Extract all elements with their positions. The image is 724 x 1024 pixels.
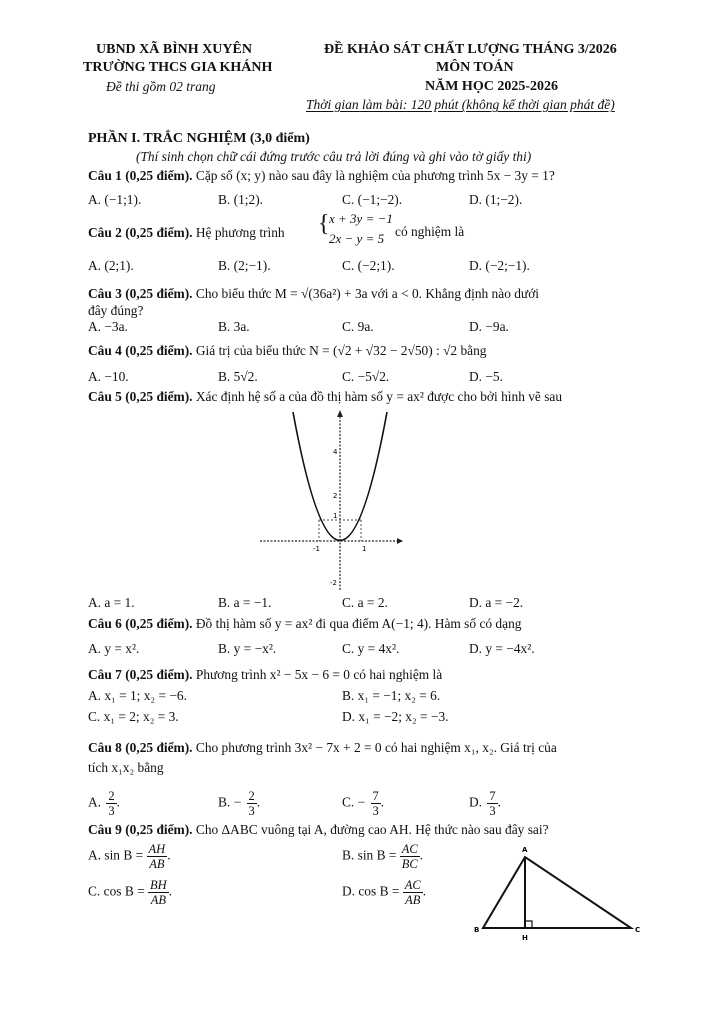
tick-x1: 1 bbox=[362, 545, 367, 553]
section-title: PHẦN I. TRẮC NGHIỆM (3,0 điểm) bbox=[88, 131, 310, 146]
school-authority: UBND XÃ BÌNH XUYÊN bbox=[96, 42, 252, 57]
tick-xm1: -1 bbox=[313, 545, 320, 553]
fraction bbox=[371, 789, 381, 818]
option-a: A. x₁ = 1; x₂ = −6. bbox=[88, 688, 187, 703]
option-prefix: D. bbox=[469, 794, 483, 810]
label-b: B bbox=[474, 926, 480, 934]
question-text: Cho biểu thức M = √(36a²) + 3a với a < 0. Khẳng định nào dưới bbox=[195, 286, 539, 301]
fraction bbox=[487, 789, 497, 818]
question-label: Câu 3 (0,25 điểm). bbox=[88, 286, 193, 301]
system-eq-1: x + 3y = −1 bbox=[329, 211, 393, 226]
triangle-figure bbox=[466, 840, 656, 948]
label-c: C bbox=[635, 926, 641, 934]
question-9 bbox=[88, 822, 549, 838]
exam-duration: Thời gian làm bài: 120 phút (không kể thời gian phát đề) bbox=[306, 97, 615, 112]
option-prefix: B. − bbox=[218, 794, 242, 810]
system-brace: { bbox=[318, 211, 330, 237]
option-b: B. − $\frac{2}{3}$ . bbox=[218, 789, 261, 818]
question-label: Câu 6 (0,25 điểm). bbox=[88, 616, 193, 631]
fraction bbox=[106, 789, 116, 818]
option-a: A. (2;1). bbox=[88, 258, 134, 273]
question-5 bbox=[88, 389, 562, 405]
question-text: Phương trình x² − 5x − 6 = 0 có hai nghiệm là bbox=[195, 667, 443, 682]
label-h: H bbox=[522, 934, 528, 942]
fraction-numerator: 2 bbox=[108, 789, 115, 803]
question-label: Câu 7 (0,25 điểm). bbox=[88, 667, 193, 682]
question-2 bbox=[88, 225, 285, 241]
fraction bbox=[247, 789, 257, 818]
right-angle-mark bbox=[525, 921, 532, 928]
fraction bbox=[147, 842, 168, 871]
triangle-abc bbox=[483, 857, 631, 928]
option-d: D. −9a. bbox=[469, 319, 509, 334]
fraction-denominator: BC bbox=[401, 857, 418, 871]
option-prefix: A. bbox=[88, 794, 102, 810]
tick-y1: 1 bbox=[333, 512, 338, 520]
label-a: A bbox=[522, 846, 528, 854]
option-d: D. y = −4x². bbox=[469, 641, 535, 656]
option-c: C. y = 4x². bbox=[342, 641, 400, 656]
option-prefix: C. cos B = bbox=[88, 883, 145, 899]
option-c: C. a = 2. bbox=[342, 595, 388, 610]
option-a: A. y = x². bbox=[88, 641, 140, 656]
fraction-numerator: AH bbox=[148, 842, 166, 856]
option-c: C. cos B = $\frac{BH}{AB}$ . bbox=[88, 878, 173, 907]
option-b: B. 3a. bbox=[218, 319, 250, 334]
question-text: Cho phương trình 3x² − 7x + 2 = 0 có hai nghiệm x₁, x₂. Giá trị của bbox=[195, 740, 557, 755]
fraction-numerator: 7 bbox=[372, 789, 379, 803]
option-d: D. cos B = $\frac{AC}{AB}$ . bbox=[342, 878, 427, 907]
option-c: C. 9a. bbox=[342, 319, 374, 334]
option-c: C. −5√2. bbox=[342, 369, 390, 384]
fraction-numerator: AC bbox=[404, 878, 421, 892]
option-c: C. (−1;−2). bbox=[342, 192, 403, 207]
y-axis-arrow bbox=[337, 410, 343, 417]
system-eq-2: 2x − y = 5 bbox=[329, 231, 385, 246]
parabola-graph bbox=[255, 408, 405, 593]
tick-ym2: -2 bbox=[330, 579, 337, 587]
option-b: B. (2;−1). bbox=[218, 258, 271, 273]
option-b: B. (1;2). bbox=[218, 192, 264, 207]
option-b: B. sin B = $\frac{AC}{BC}$ . bbox=[342, 842, 424, 871]
fraction-numerator: AC bbox=[401, 842, 418, 856]
fraction bbox=[148, 878, 169, 907]
fraction-denominator: 3 bbox=[108, 804, 115, 818]
question-1 bbox=[88, 168, 555, 184]
option-c: C. x₁ = 2; x₂ = 3. bbox=[88, 709, 179, 724]
option-c: C. − $\frac{7}{3}$ . bbox=[342, 789, 385, 818]
question-label: Câu 4 (0,25 điểm). bbox=[88, 343, 193, 358]
question-3 bbox=[88, 286, 539, 302]
fraction-denominator: 3 bbox=[248, 804, 255, 818]
option-prefix: C. − bbox=[342, 794, 366, 810]
question-text: Cặp số (x; y) nào sau đây là nghiệm của phương trình 5x − 3y = 1? bbox=[195, 168, 555, 183]
option-b: B. x₁ = −1; x₂ = 6. bbox=[342, 688, 441, 703]
question-label: Câu 9 (0,25 điểm). bbox=[88, 822, 193, 837]
exam-title: ĐỀ KHẢO SÁT CHẤT LƯỢNG THÁNG 3/2026 bbox=[324, 42, 617, 57]
fraction-denominator: AB bbox=[149, 857, 165, 871]
option-d: D. a = −2. bbox=[469, 595, 524, 610]
fraction-numerator: 2 bbox=[248, 789, 255, 803]
option-c: C. (−2;1). bbox=[342, 258, 395, 273]
option-a: A. sin B = $\frac{AH}{AB}$ . bbox=[88, 842, 171, 871]
question-label: Câu 5 (0,25 điểm). bbox=[88, 389, 193, 404]
question-text: Xác định hệ số a của đồ thị hàm số y = ax² được cho bởi hình vẽ sau bbox=[195, 389, 563, 404]
option-a: A. a = 1. bbox=[88, 595, 135, 610]
question-text: Cho ΔABC vuông tại A, đường cao AH. Hệ thức nào sau đây sai? bbox=[195, 822, 549, 837]
question-8 bbox=[88, 740, 557, 756]
option-prefix: D. cos B = bbox=[342, 883, 400, 899]
option-prefix: A. sin B = bbox=[88, 847, 144, 863]
option-d: D. (−2;−1). bbox=[469, 258, 530, 273]
question-6 bbox=[88, 616, 521, 632]
option-a: A. −3a. bbox=[88, 319, 128, 334]
option-d: D. $\frac{7}{3}$ . bbox=[469, 789, 501, 818]
fraction bbox=[400, 842, 420, 871]
section-instruction: (Thí sinh chọn chữ cái đứng trước câu trả lời đúng và ghi vào tờ giấy thi) bbox=[136, 149, 532, 164]
fraction-denominator: AB bbox=[405, 893, 421, 907]
question-text: Hệ phương trình bbox=[195, 225, 285, 240]
subject: MÔN TOÁN bbox=[436, 60, 514, 75]
tick-y4: 4 bbox=[333, 448, 338, 456]
page-count-note: Đề thi gồm 02 trang bbox=[106, 79, 216, 94]
question-label: Câu 2 (0,25 điểm). bbox=[88, 225, 193, 240]
option-b: B. a = −1. bbox=[218, 595, 272, 610]
option-a: A. $\frac{2}{3}$ . bbox=[88, 789, 120, 818]
fraction-denominator: 3 bbox=[372, 804, 379, 818]
option-d: D. x₁ = −2; x₂ = −3. bbox=[342, 709, 449, 724]
option-b: B. 5√2. bbox=[218, 369, 258, 384]
fraction-numerator: 7 bbox=[489, 789, 496, 803]
question-label: Câu 8 (0,25 điểm). bbox=[88, 740, 193, 755]
question-text: Đồ thị hàm số y = ax² đi qua điểm A(−1; 4). Hàm số có dạng bbox=[195, 616, 522, 631]
question-4 bbox=[88, 343, 487, 359]
question-label: Câu 1 (0,25 điểm). bbox=[88, 168, 193, 183]
tick-y2: 2 bbox=[333, 492, 338, 500]
x-axis-arrow bbox=[397, 538, 403, 544]
question-text-cont: đây đúng? bbox=[88, 303, 144, 318]
question-7 bbox=[88, 667, 442, 683]
fraction bbox=[403, 878, 423, 907]
school-year: NĂM HỌC 2025-2026 bbox=[425, 79, 558, 94]
option-a: A. −10. bbox=[88, 369, 129, 384]
option-a: A. (−1;1). bbox=[88, 192, 142, 207]
fraction-denominator: 3 bbox=[489, 804, 496, 818]
fraction-denominator: AB bbox=[150, 893, 166, 907]
school-name: TRƯỜNG THCS GIA KHÁNH bbox=[83, 60, 273, 75]
option-b: B. y = −x². bbox=[218, 641, 277, 656]
question-text-after: có nghiệm là bbox=[395, 224, 465, 239]
option-prefix: B. sin B = bbox=[342, 847, 397, 863]
option-d: D. (1;−2). bbox=[469, 192, 523, 207]
fraction-numerator: BH bbox=[150, 878, 167, 892]
question-text: Giá trị của biểu thức N = (√2 + √32 − 2√50) : √2 bằng bbox=[195, 343, 487, 358]
question-text-cont: tích x₁x₂ bằng bbox=[88, 760, 164, 775]
option-d: D. −5. bbox=[469, 369, 503, 384]
